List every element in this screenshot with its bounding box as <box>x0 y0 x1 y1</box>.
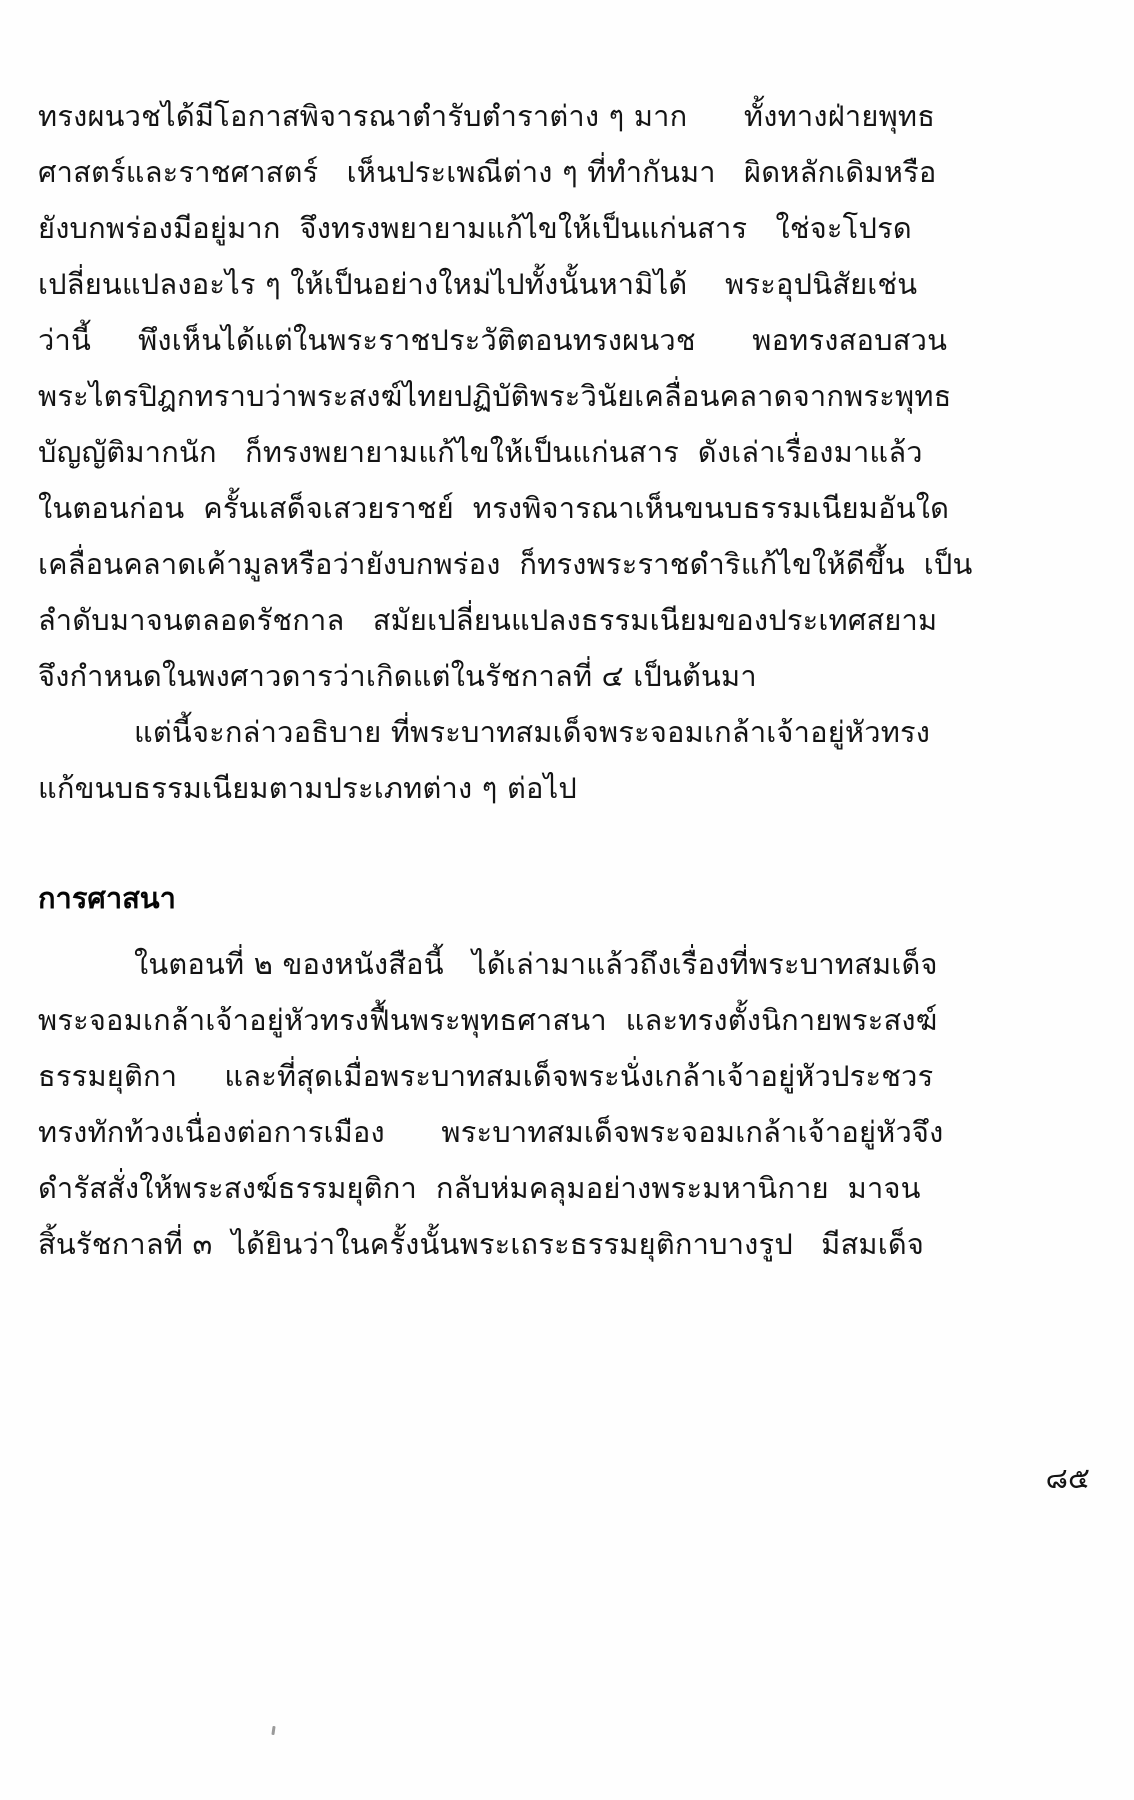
text-line: ทรงทักท้วงเนื่องต่อการเมือง พระบาทสมเด็จพระจอมเกล้าเจ้าอยู่หัวจึง <box>38 1115 944 1149</box>
text-line: แต่นี้จะกล่าวอธิบาย ที่พระบาทสมเด็จพระจอมเกล้าเจ้าอยู่หัวทรง <box>134 715 931 749</box>
text-line: จึงกำหนดในพงศาวดารว่าเกิดแต่ในรัชกาลที่ ๔ เป็นต้นมา <box>38 659 757 693</box>
paragraph-3 <box>38 936 1098 1272</box>
text-line: ศาสตร์และราชศาสตร์ เห็นประเพณีต่าง ๆ ที่ทำกันมา ผิดหลักเดิมหรือ <box>38 155 937 189</box>
text-line: เคลื่อนคลาดเค้ามูลหรือว่ายังบกพร่อง ก็ทรงพระราชดำริแก้ไขให้ดีขึ้น เป็น <box>38 547 973 581</box>
page-speck <box>271 1726 275 1735</box>
text-line: ในตอนที่ ๒ ของหนังสือนี้ ได้เล่ามาแล้วถึงเรื่องที่พระบาทสมเด็จ <box>134 947 938 981</box>
text-line: ว่านี้ พึงเห็นได้แต่ในพระราชประวัติตอนทรงผนวช พอทรงสอบสวน <box>38 323 948 357</box>
text-line: พระจอมเกล้าเจ้าอยู่หัวทรงฟื้นพระพุทธศาสนา และทรงตั้งนิกายพระสงฆ์ <box>38 1003 938 1037</box>
page-content <box>38 88 1098 1272</box>
section-heading: การศาสนา <box>38 881 176 915</box>
page-number: ๘๕ <box>1045 1461 1090 1495</box>
text-line: ยังบกพร่องมีอยู่มาก จึงทรงพยายามแก้ไขให้เป็นแก่นสาร ใช่จะโปรด <box>38 211 912 245</box>
text-line: ลำดับมาจนตลอดรัชกาล สมัยเปลี่ยนแปลงธรรมเนียมของประเทศสยาม <box>38 603 938 637</box>
text-line: ทรงผนวชได้มีโอกาสพิจารณาตำรับตำราต่าง ๆ มาก ทั้งทางฝ่ายพุทธ <box>38 99 936 133</box>
text-line: พระไตรปิฎกทราบว่าพระสงฆ์ไทยปฏิบัติพระวินัยเคลื่อนคลาดจากพระพุทธ <box>38 379 952 413</box>
text-line: ในตอนก่อน ครั้นเสด็จเสวยราชย์ ทรงพิจารณาเห็นขนบธรรมเนียมอันใด <box>38 491 950 525</box>
paragraph-1 <box>38 88 1098 704</box>
text-line: ธรรมยุติกา และที่สุดเมื่อพระบาทสมเด็จพระนั่งเกล้าเจ้าอยู่หัวประชวร <box>38 1059 934 1093</box>
paragraph-2 <box>38 704 1098 816</box>
text-line: เปลี่ยนแปลงอะไร ๆ ให้เป็นอย่างใหม่ไปทั้งนั้นหามิได้ พระอุปนิสัยเช่น <box>38 267 918 301</box>
text-line: แก้ขนบธรรมเนียมตามประเภทต่าง ๆ ต่อไป <box>38 771 577 805</box>
text-line: สิ้นรัชกาลที่ ๓ ได้ยินว่าในครั้งนั้นพระเถระธรรมยุติกาบางรูป มีสมเด็จ <box>38 1227 925 1261</box>
text-line: บัญญัติมากนัก ก็ทรงพยายามแก้ไขให้เป็นแก่นสาร ดังเล่าเรื่องมาแล้ว <box>38 435 923 469</box>
text-line: ดำรัสสั่งให้พระสงฆ์ธรรมยุติกา กลับห่มคลุมอย่างพระมหานิกาย มาจน <box>38 1171 921 1205</box>
